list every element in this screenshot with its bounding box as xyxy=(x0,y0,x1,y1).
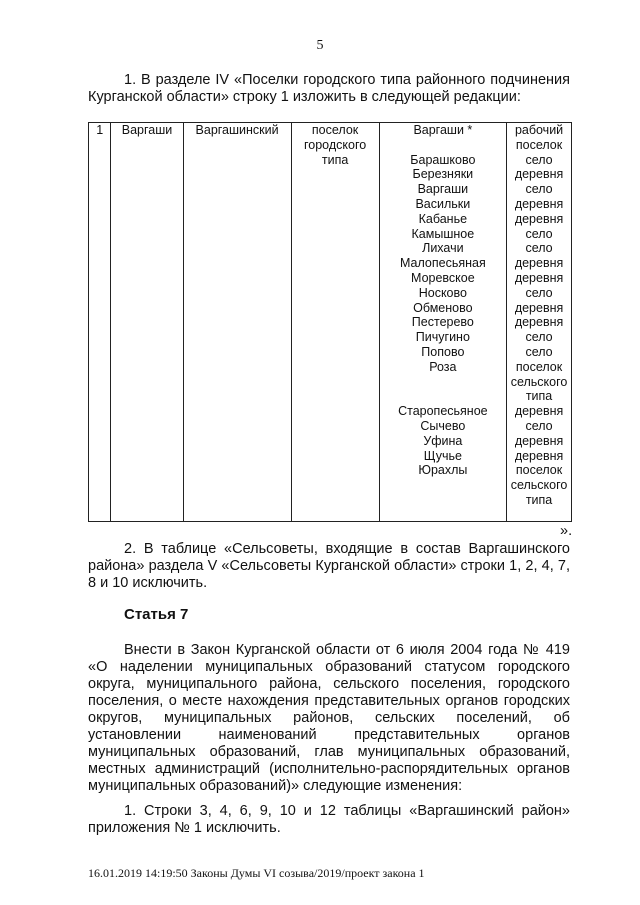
article-heading: Статья 7 xyxy=(124,606,189,623)
settlement-type: деревня xyxy=(514,211,564,226)
spacer xyxy=(380,138,507,153)
settlement-name: Варгаши xyxy=(417,182,469,197)
page-number: 5 xyxy=(316,38,324,53)
municipality-cell: Варгашинский xyxy=(183,123,291,522)
settlement-type: деревня xyxy=(514,167,564,182)
settlement-names-cell xyxy=(379,123,507,522)
paragraph-2 xyxy=(88,541,570,592)
settlement-name: Лихачи xyxy=(422,241,464,256)
type-label-cell: поселок городского типа xyxy=(291,123,379,522)
settlement-types-list xyxy=(507,153,571,508)
settlement-name: Васильки xyxy=(415,196,471,211)
settlement-name: Камышное xyxy=(411,226,475,241)
settlement-type: поселок сельского типа xyxy=(510,463,568,507)
settlement-types-cell xyxy=(507,123,572,522)
settlement-name: Кабанье xyxy=(418,211,468,226)
settlement-type: село xyxy=(525,226,553,241)
settlement-names-list xyxy=(380,153,507,508)
settlement-name: Обменово xyxy=(413,300,473,315)
closing-quote: ». xyxy=(560,523,573,539)
settlement-name: Юрахлы xyxy=(418,463,468,478)
intro-paragraph-text: 1. В разделе IV «Поселки городского типа районного подчинения Курганской области» строку 1 изложить в следующей редакции: xyxy=(88,72,570,105)
paragraph-3-text: Внести в Закон Курганской области от 6 июля 2004 года № 419 «О наделении муниципальных образований статусом городского округа, муниципального района, сельского поселения, городского поселения, о месте нахождения представительных органов городских округов, муниципальных районов, сельских поселений, об установлении наименований представительных органов муниципальных образований, глав муниципальных образований, местных администраций (исполнительно-распорядительных органов муниципальных образований)» следующие изменения: xyxy=(88,642,570,794)
settlement-type: деревня xyxy=(514,300,564,315)
settlement-name: Малопесьяная xyxy=(399,256,486,271)
settlement-type: село xyxy=(525,418,553,433)
settlement-type: деревня xyxy=(514,270,564,285)
settlement-type: село xyxy=(525,330,553,345)
settlement-name: Сычево xyxy=(420,418,466,433)
settlement-name: Моревское xyxy=(411,270,475,285)
centre-type: рабочий поселок xyxy=(514,123,564,152)
settlement-name: Носково xyxy=(418,285,467,300)
settlement-name: Пичугино xyxy=(415,330,470,345)
settlement-name: Березняки xyxy=(412,167,474,182)
settlement-type: село xyxy=(525,344,553,359)
settlement-type: деревня xyxy=(514,404,564,419)
footer-path: 16.01.2019 14:19:50 Законы Думы VI созыва/2019/проект закона 1 xyxy=(88,866,425,880)
paragraph-2-text: 2. В таблице «Сельсоветы, входящие в состав Варгашинского района» раздела V «Сельсоветы Курганской области» строки 1, 2, 4, 7, 8 и 10 исключить. xyxy=(88,541,570,591)
settlements-table xyxy=(88,122,572,522)
settlement-type: поселок сельского типа xyxy=(510,359,568,404)
paragraph-3 xyxy=(88,642,570,795)
settlement-name: Уфина xyxy=(423,433,463,448)
settlement-name: Роза xyxy=(429,359,457,374)
settlement-type: деревня xyxy=(514,448,564,463)
district-cell: Варгаши xyxy=(111,123,183,522)
paragraph-4-text: 1. Строки 3, 4, 6, 9, 10 и 12 таблицы «Варгашинский район» приложения № 1 исключить. xyxy=(88,803,570,836)
settlement-name: Пестерево xyxy=(411,315,474,330)
settlement-type: село xyxy=(525,152,553,167)
settlement-name: Попово xyxy=(421,344,465,359)
settlement-type: деревня xyxy=(514,256,564,271)
settlement-type: деревня xyxy=(514,433,564,448)
settlement-name: Щучье xyxy=(423,448,462,463)
intro-paragraph xyxy=(88,72,570,106)
settlement-name: Барашково xyxy=(410,152,476,167)
settlement-type: село xyxy=(525,241,553,256)
centre-name: Варгаши * xyxy=(413,123,473,137)
settlement-type: деревня xyxy=(514,315,564,330)
settlement-type: село xyxy=(525,182,553,197)
settlement-name: Старопесьяное xyxy=(398,404,488,419)
settlement-type: деревня xyxy=(514,196,564,211)
settlement-type: село xyxy=(525,285,553,300)
row-number-cell: 1 xyxy=(89,123,111,522)
paragraph-4 xyxy=(88,803,570,837)
